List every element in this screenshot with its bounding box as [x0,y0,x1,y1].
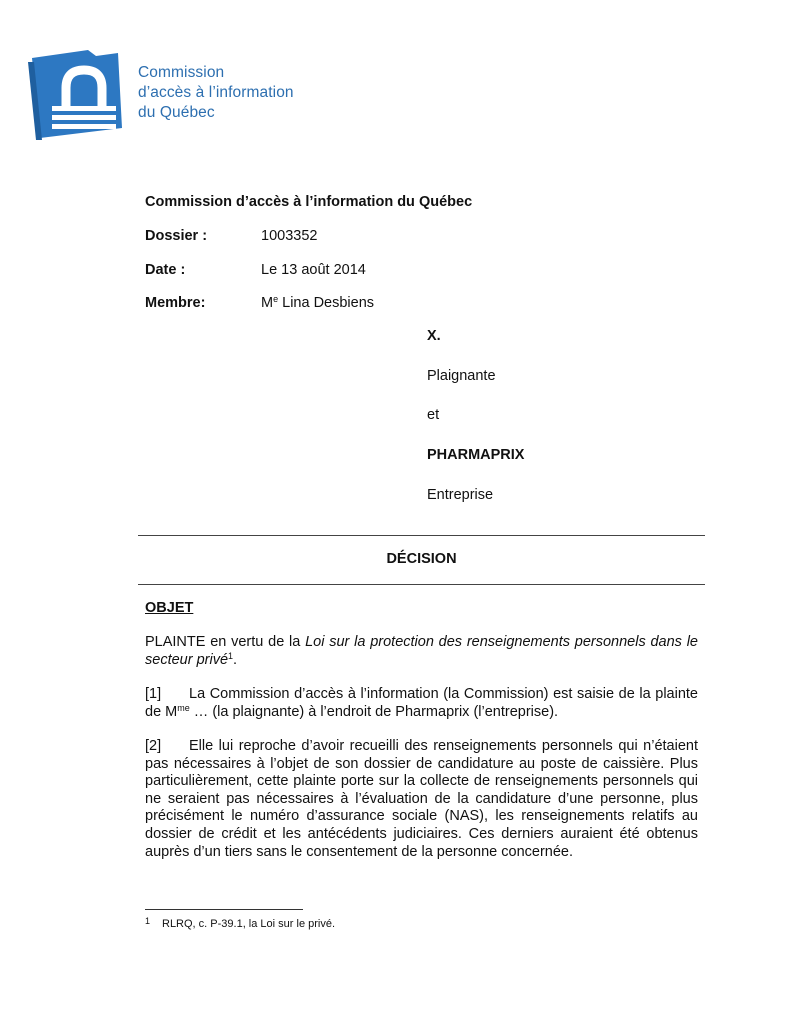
divider-bottom [138,584,705,585]
objet-text-after: . [233,651,238,668]
decision-heading: DÉCISION [386,551,457,567]
objet-text-before: PLAINTE en vertu de la [145,634,306,650]
paragraph-text: … (la plaignante) à l’endroit de Pharmaprix (l’entreprise). [189,703,559,720]
date-label: Date : [145,262,186,278]
law-title: Loi sur la protection des renseignements personnels dans le secteur privé [145,634,698,668]
plaintiff-role: Plaignante [427,368,496,384]
footnote-divider [145,909,303,910]
objet-paragraph [145,634,698,669]
logo-line: du Québec [138,104,215,121]
paragraph-sup: me [177,702,190,713]
paragraph-text: Elle lui reproche d’avoir recueilli des renseignements personnels qui n’étaient pas nécessaires à l’objet de son dossier de candidature au poste de caissière. Plus particulièrement, cette plainte porte sur la collecte de renseignements personnels qui ne seraient pas nécessaires à l’évaluation de la candidature d’une personne, plus précisément le numéro d’assurance sociale (NAS), les renseignements relatifs au dossier de crédit et les antécédents judiciaires. Ces derniers auraient été obtenus auprès d’un tiers sans le consentement de la personne concernée. [145,738,698,860]
padlock-folder-icon [26,48,136,143]
logo-line: Commission [138,64,225,81]
footnote-text: RLRQ, c. P-39.1, la Loi sur le privé. [162,918,336,930]
conjunction: et [427,407,440,423]
paragraph-text: La Commission d’accès à l’information (la Commission) est saisie de la plainte de M [145,686,698,720]
footnote-number: 1 [145,916,151,926]
company-name: PHARMAPRIX [427,447,525,463]
membre-value [261,295,374,311]
divider-top [138,535,705,536]
logo-line: d’accès à l’information [138,84,294,101]
membre-label: Membre: [145,295,206,311]
paragraph-2 [145,738,698,861]
membre-prefix: M [261,295,274,311]
cai-logo [26,48,326,143]
objet-heading: OBJET [145,600,194,616]
document-title: Commission d’accès à l’information du Québec [145,194,473,210]
paragraph-number: [1] [145,686,162,702]
date-value: Le 13 août 2014 [261,262,366,278]
dossier-value: 1003352 [261,228,318,244]
paragraph-1 [145,686,698,721]
membre-sup: e [273,294,279,304]
footnote [145,916,335,930]
dossier-label: Dossier : [145,228,208,244]
logo-wordmark [138,63,294,123]
company-role: Entreprise [427,487,494,503]
footnote-ref: 1 [228,650,234,661]
paragraph-number: [2] [145,738,162,754]
plaintiff-name: X. [427,328,441,344]
membre-name: Lina Desbiens [278,295,375,311]
